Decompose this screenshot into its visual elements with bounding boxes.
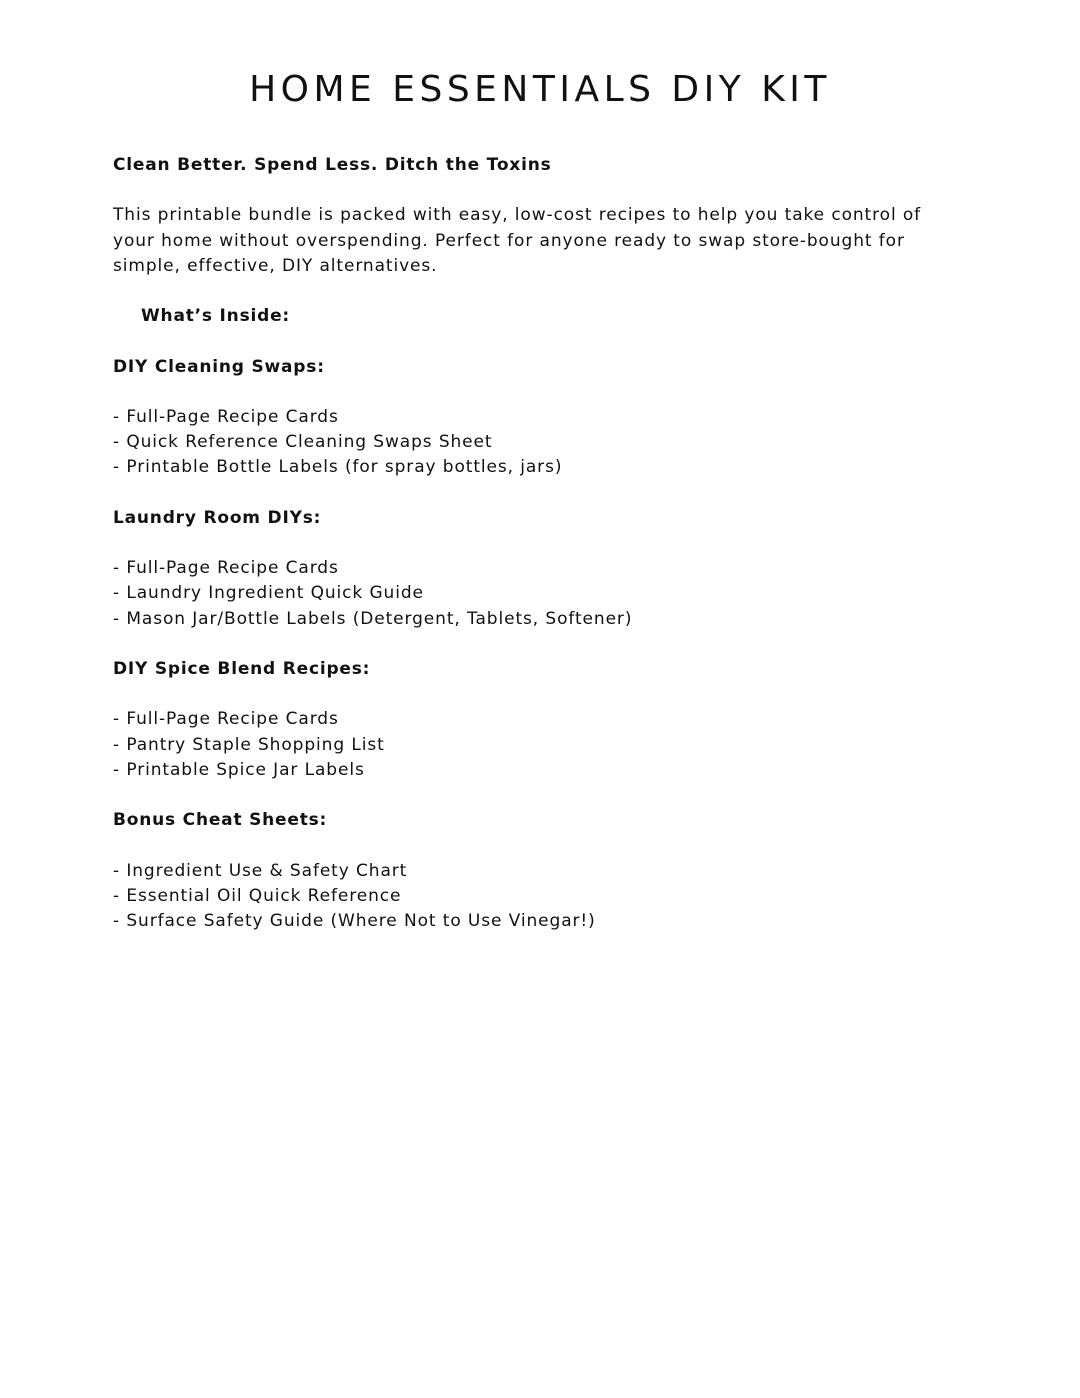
list-item: - Pantry Staple Shopping List	[113, 734, 385, 755]
list-item: - Full-Page Recipe Cards	[113, 406, 339, 427]
list-item: - Quick Reference Cleaning Swaps Sheet	[113, 432, 493, 453]
spacer	[113, 481, 963, 506]
section-heading-laundry: Laundry Room DIYs:	[113, 507, 322, 528]
list-item: - Ingredient Use & Safety Chart	[113, 860, 408, 881]
spacer	[113, 279, 963, 304]
document-body	[113, 153, 963, 934]
list-item: - Printable Bottle Labels (for spray bottles, jars)	[113, 457, 563, 478]
spacer	[113, 178, 963, 203]
spacer	[113, 632, 963, 657]
intro-line: This printable bundle is packed with easy, low-cost recipes to help you take control of	[113, 205, 922, 226]
intro-line: simple, effective, DIY alternatives.	[113, 255, 438, 276]
spacer	[113, 531, 963, 556]
spacer	[113, 682, 963, 707]
document-title: HOME ESSENTIALS DIY KIT	[249, 69, 831, 110]
list-item: - Essential Oil Quick Reference	[113, 885, 402, 906]
list-item: - Full-Page Recipe Cards	[113, 709, 339, 730]
list-item: - Printable Spice Jar Labels	[113, 759, 365, 780]
section-heading-bonus: Bonus Cheat Sheets:	[113, 810, 328, 831]
list-item: - Laundry Ingredient Quick Guide	[113, 583, 424, 604]
spacer	[113, 380, 963, 405]
spacer	[113, 833, 963, 858]
whats-inside-heading: What’s Inside:	[141, 306, 291, 327]
spacer	[113, 783, 963, 808]
section-heading-spice: DIY Spice Blend Recipes:	[113, 658, 371, 679]
list-item: - Full-Page Recipe Cards	[113, 558, 339, 579]
intro-line: your home without overspending. Perfect for anyone ready to swap store-bought for	[113, 230, 905, 251]
list-item: - Mason Jar/Bottle Labels (Detergent, Tablets, Softener)	[113, 608, 633, 629]
section-heading-cleaning: DIY Cleaning Swaps:	[113, 356, 325, 377]
list-item: - Surface Safety Guide (Where Not to Use Vinegar!)	[113, 910, 596, 931]
tagline: Clean Better. Spend Less. Ditch the Toxins	[113, 155, 552, 175]
spacer	[113, 329, 963, 354]
